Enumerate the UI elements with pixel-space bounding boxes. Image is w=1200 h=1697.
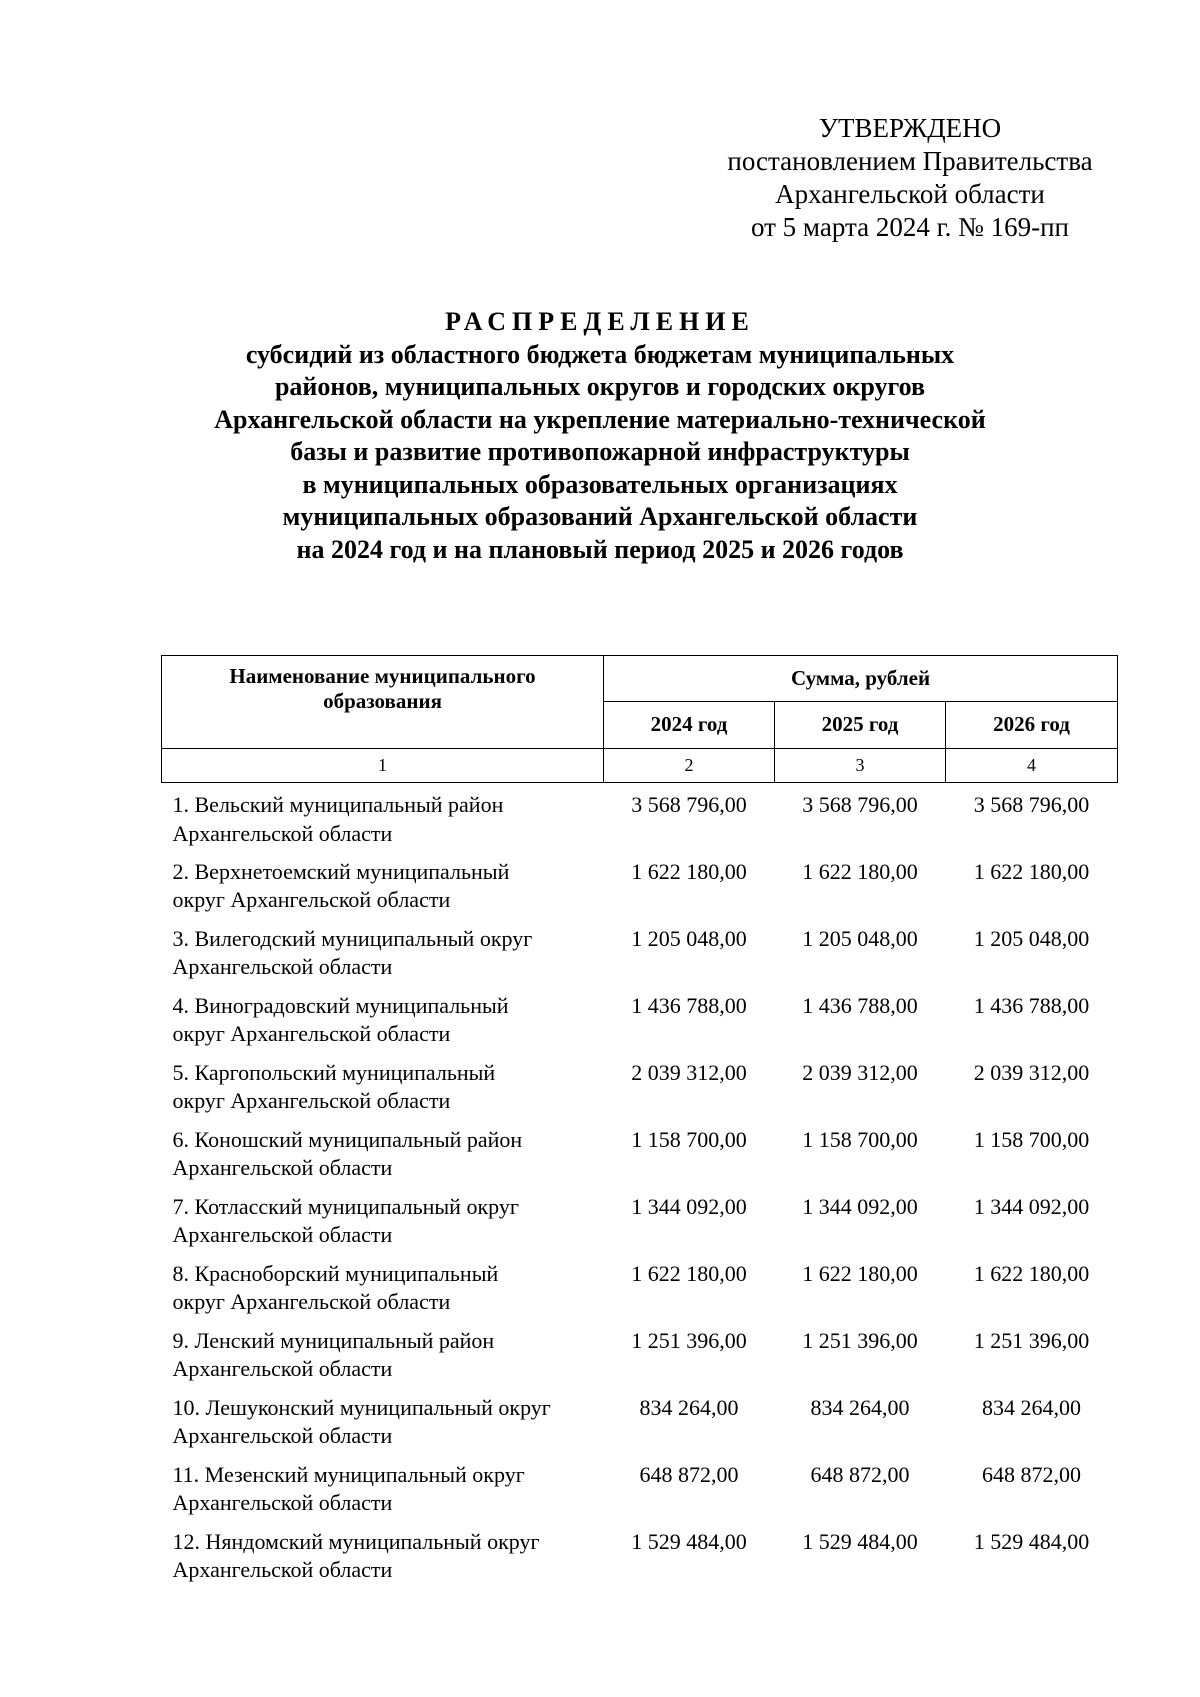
municipality-name-line1: 9. Ленский муниципальный район xyxy=(172,1327,495,1353)
municipality-name xyxy=(162,992,604,1059)
amount-2025: 1 436 788,00 xyxy=(802,992,918,1018)
amount-2024: 1 622 180,00 xyxy=(631,1260,747,1286)
amount-2026: 1 344 092,00 xyxy=(973,1193,1090,1219)
municipality-name xyxy=(162,783,604,858)
amount-2024: 3 568 796,00 xyxy=(631,792,747,817)
amount-2024: 1 529 484,00 xyxy=(631,1528,747,1554)
municipality-name xyxy=(162,1126,604,1193)
amount-2026: 1 205 048,00 xyxy=(973,925,1090,951)
amount-2026: 1 622 180,00 xyxy=(973,1260,1090,1286)
column-number: 2 xyxy=(604,749,775,783)
municipality-name xyxy=(162,1059,604,1126)
table-row xyxy=(162,1528,1118,1595)
approval-title: УТВЕРЖДЕНО xyxy=(818,113,1002,143)
municipality-name-line2: Архангельской области xyxy=(172,1423,393,1448)
table-row xyxy=(162,1126,1118,1193)
municipality-name xyxy=(162,1461,604,1528)
table-row xyxy=(162,992,1118,1059)
amount-2024: 1 158 700,00 xyxy=(631,1126,747,1152)
header-municipality-line1: Наименование муниципального xyxy=(229,664,536,688)
column-number: 1 xyxy=(162,749,604,783)
amount-2026: 1 436 788,00 xyxy=(973,992,1090,1018)
column-number: 4 xyxy=(946,749,1118,783)
municipality-name xyxy=(162,1327,604,1394)
municipality-name xyxy=(162,858,604,925)
table-row xyxy=(162,858,1118,925)
title-line: субсидий из областного бюджета бюджетам муниципальных xyxy=(245,339,955,369)
table-row xyxy=(162,1059,1118,1126)
municipality-name-line2: Архангельской области xyxy=(172,1490,393,1515)
municipality-name-line2: Архангельской области xyxy=(172,1222,393,1247)
amount-2024: 1 205 048,00 xyxy=(631,925,747,951)
amount-2025: 3 568 796,00 xyxy=(802,792,918,817)
amount-2024: 1 344 092,00 xyxy=(631,1193,747,1219)
municipality-name-line1: 6. Коношский муниципальный район xyxy=(172,1126,523,1152)
amount-2024: 1 251 396,00 xyxy=(631,1327,747,1353)
amount-2025: 1 622 180,00 xyxy=(802,1260,918,1286)
amount-2025: 648 872,00 xyxy=(810,1461,910,1487)
amount-2025: 2 039 312,00 xyxy=(802,1059,918,1085)
table-row xyxy=(162,1394,1118,1461)
municipality-name-line2: Архангельской области xyxy=(172,1356,393,1381)
amount-2024: 1 622 180,00 xyxy=(631,858,747,884)
amount-2024: 834 264,00 xyxy=(639,1394,739,1420)
municipality-name-line1: 3. Вилегодский муниципальный округ xyxy=(172,925,533,951)
title-heading: РАСПРЕДЕЛЕНИЕ xyxy=(445,307,755,336)
municipality-name-line1: 4. Виноградовский муниципальный xyxy=(172,992,509,1018)
title-line: районов, муниципальных округов и городских округов xyxy=(274,372,926,401)
approval-date: от 5 марта 2024 г. № 169-пп xyxy=(750,212,1069,242)
amount-2024: 648 872,00 xyxy=(639,1461,739,1487)
amount-2024: 2 039 312,00 xyxy=(631,1059,747,1085)
municipality-name-line1: 5. Каргопольский муниципальный xyxy=(172,1059,496,1085)
municipality-name xyxy=(162,925,604,992)
municipality-name-line2: округ Архангельской области xyxy=(172,887,451,912)
header-municipality xyxy=(162,656,604,749)
amount-2024: 1 436 788,00 xyxy=(631,992,747,1018)
header-year-2025: 2025 год xyxy=(775,701,946,748)
table-row xyxy=(162,783,1118,858)
approval-stamp xyxy=(700,112,1120,244)
header-year-2026: 2026 год xyxy=(946,701,1118,748)
municipality-name-line2: Архангельской области xyxy=(172,820,393,846)
header-municipality-line2: образования xyxy=(323,689,442,713)
header-sum: Сумма, рублей xyxy=(604,656,1118,702)
amount-2025: 1 344 092,00 xyxy=(802,1193,918,1219)
amount-2025: 1 622 180,00 xyxy=(802,858,918,884)
municipality-name-line1: 12. Няндомский муниципальный округ xyxy=(172,1528,540,1554)
amount-2025: 1 158 700,00 xyxy=(802,1126,918,1152)
approval-region: Архангельской области xyxy=(775,179,1045,209)
approval-issuer: постановлением Правительства xyxy=(727,146,1093,176)
municipality-name-line2: Архангельской области xyxy=(172,1155,393,1180)
municipality-name xyxy=(162,1394,604,1461)
title-line: Архангельской области на укрепление материально-технической xyxy=(214,404,986,434)
municipality-name-line2: округ Архангельской области xyxy=(172,1289,451,1314)
municipality-name-line2: округ Архангельской области xyxy=(172,1088,451,1113)
table-row xyxy=(162,1461,1118,1528)
table-row xyxy=(162,1327,1118,1394)
amount-2025: 1 205 048,00 xyxy=(802,925,918,951)
amount-2026: 1 529 484,00 xyxy=(973,1528,1090,1554)
municipality-name-line2: округ Архангельской области xyxy=(172,1021,451,1046)
amount-2026: 648 872,00 xyxy=(982,1461,1082,1487)
amount-2025: 1 529 484,00 xyxy=(802,1528,918,1554)
document-title xyxy=(100,306,1100,566)
amount-2026: 1 158 700,00 xyxy=(973,1126,1090,1152)
column-number: 3 xyxy=(775,749,946,783)
amount-2025: 1 251 396,00 xyxy=(802,1327,918,1353)
amount-2026: 1 622 180,00 xyxy=(973,858,1090,884)
municipality-name xyxy=(162,1193,604,1260)
municipality-name-line1: 7. Котласский муниципальный округ xyxy=(172,1193,519,1219)
municipality-name-line1: 1. Вельский муниципальный район xyxy=(172,792,504,817)
table-row xyxy=(162,1193,1118,1260)
title-line: муниципальных образований Архангельской области xyxy=(282,502,918,531)
header-year-2024: 2024 год xyxy=(604,701,775,748)
table-body xyxy=(162,783,1118,1595)
title-line: в муниципальных образовательных организациях xyxy=(302,469,898,499)
title-line: базы и развитие противопожарной инфраструктуры xyxy=(290,437,910,466)
municipality-name-line2: Архангельской области xyxy=(172,1557,393,1582)
amount-2025: 834 264,00 xyxy=(810,1394,910,1420)
amount-2026: 834 264,00 xyxy=(982,1394,1082,1420)
amount-2026: 1 251 396,00 xyxy=(973,1327,1090,1353)
table-row xyxy=(162,1260,1118,1327)
municipality-name-line1: 2. Верхнетоемский муниципальный xyxy=(172,858,510,884)
municipality-name xyxy=(162,1528,604,1595)
amount-2026: 3 568 796,00 xyxy=(973,792,1090,817)
amount-2026: 2 039 312,00 xyxy=(973,1059,1090,1085)
table-row xyxy=(162,925,1118,992)
municipality-name-line2: Архангельской области xyxy=(172,954,393,979)
municipality-name-line1: 11. Мезенский муниципальный округ xyxy=(172,1461,525,1487)
municipality-name-line1: 10. Лешуконский муниципальный округ xyxy=(172,1394,551,1420)
municipality-name xyxy=(162,1260,604,1327)
distribution-table xyxy=(161,655,1118,1595)
title-line: на 2024 год и на плановый период 2025 и 2026 годов xyxy=(296,534,904,564)
municipality-name-line1: 8. Красноборский муниципальный xyxy=(172,1260,499,1286)
